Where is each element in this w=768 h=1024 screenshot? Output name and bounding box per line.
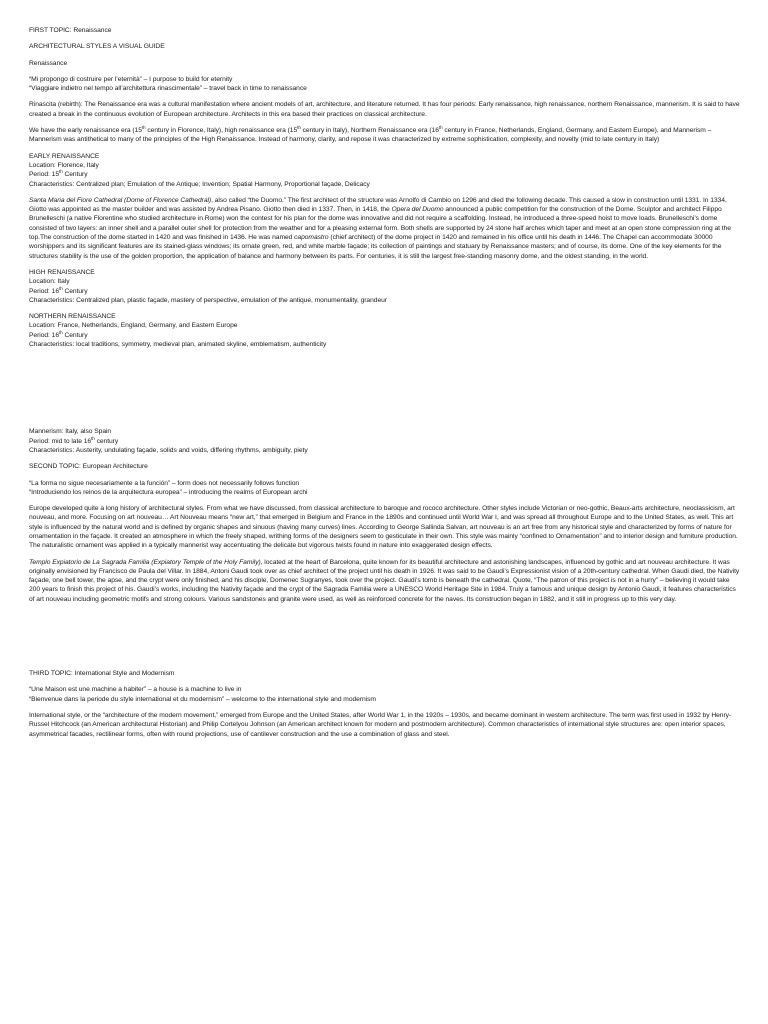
early-renaissance-title: EARLY RENAISSANCE [29, 152, 100, 160]
european-quotes [29, 479, 741, 498]
high-renaissance-title: HIGH RENAISSANCE [29, 268, 95, 276]
period-suffix: century [94, 437, 119, 445]
sagrada-familia-text: located at the heart of Barcelona, quite known for its beautiful architecture and astonishing landscapes, influenced by gothic and art nouveau architecture. It was originally envisioned by Francisco de Paula del Villar. In 1884, Antoni Gaudi took over as chief architect of the project until his death in 1926. It was said to be Gaudi’s Expressionist vision of a 20th-century cathedral. When Gaudi died, the Nativity façade, one bell tower, the apse, and the crypt were only finished, and his disciple, Domenec Sugranyes, took over the project. Gaudi’s tomb is beneath the cathedral. Quote, “The patron of this project is not in a hurry” – believing it would take 200 years to finish this project of his. Gaudi’s works, including the Nativity façade and the crypt of the Sagrada Familia were a UNESCO World Heritage Site in 1984. Truly a famous and unique design by Antonio Gaudi, it features characteristics of art nouveau including geometric motifs and strong colours. Various sandstones and granite were used, as well as reinforced concrete for the naves. Its construction began in 1882, and it still in progress up to this very day. [29, 558, 740, 603]
periods-text-b: century in Florence, Italy), high renaissance era (15 [145, 127, 298, 135]
topic1-heading: FIRST TOPIC: Renaissance [29, 27, 112, 34]
northern-renaissance-period [29, 331, 741, 340]
early-renaissance-location: Location: Florence, Italy [29, 161, 99, 169]
northern-renaissance-section [29, 312, 741, 349]
quote-realms: “Introduciendo los reinos de la arquitectura europea” – introducing the realms of European archi [29, 488, 308, 496]
mannerism-period [29, 437, 741, 446]
period-label: Period: 16 [29, 287, 59, 295]
northern-renaissance-title: NORTHERN RENAISSANCE [29, 313, 116, 321]
periods-text-d: century in France, Netherlands, England, Germany, and Eastern Europe), and Mannerism – Mannerism was antithetical to many of the principles of the High Renaissance. Instead of harmony, clarity, and repose it was characterized by extreme sophistication, complexity, and novelty (mid to late century in Italy) [29, 127, 712, 144]
guide-title: ARCHITECTURAL STYLES A VISUAL GUIDE [29, 43, 165, 51]
mannerism-section [29, 427, 741, 455]
sup-th: th [297, 125, 301, 131]
quote-eternity: “Mi propongo di costruire per l’eternità” – I purpose to build for eternity [29, 75, 233, 83]
mannerism-location: Mannerism: Italy, also Spain [29, 428, 112, 436]
renaissance-periods [29, 126, 741, 145]
sagrada-familia-paragraph [29, 558, 741, 604]
blank-space [29, 349, 741, 427]
high-renaissance-period [29, 287, 741, 296]
international-style-paragraph: International style, or the “architecture of the modern movement,” emerged from Europe and the United States, after World War 1, in the 1920s – 1930s, and became dominant in western architecture. The term was first used in 1932 by Henry-Russel Hitchcock (an American architectural Historian) and Philip Cortelyou Johnson (an American architect known for modern and postmodern architecture). Common characteristics of international style structures are: open interior spaces, asymmetrical facades, rectilinear forms, often with round projections, use of cantilever construction and the use a combination of glass and steel. [29, 711, 732, 738]
period-suffix: Century [62, 171, 88, 179]
period-label: Period: 15 [29, 171, 59, 179]
quote-welcome: “Bienvenue dans la periode du style international et du modernism” – welcome to the international style and modernism [29, 695, 376, 703]
periods-text-a: We have the early renaissance era (15 [29, 127, 142, 135]
mannerism-characteristics: Characteristics: Austerity, undulating façade, solids and voids, differing rhythms, ambiguity, piety [29, 446, 308, 454]
period-suffix: Century [62, 287, 88, 295]
duomo-text-a: , also called “the Duomo.” The first architect of the structure was Arnolfo di Cambio on 1296 and died the following decade. This caused a slow in construction until 1331. In 1334, Giotto was appointed as the master builder and was assisted by Andrea Pisano. Giotto then died in 1337. Then, in 1418, the [29, 196, 727, 214]
quote-machine-to-live: “Une Maison est une machine a habiter” – a house is a machine to live in [29, 686, 242, 694]
topic3-heading: THIRD TOPIC: International Style and Modernism [29, 670, 175, 678]
high-renaissance-characteristics: Characteristics: Centralized plan, plastic façade, mastery of perspective, emulation of the antique, monumentality, grandeur [29, 296, 387, 304]
duomo-text-b: announced a public competition for the construction of the Dome. Sculptor and architect Filippo Brunelleschi (a native Florentine who studied architecture in Rome) won the contest for his plan for the dome was innovative and did not require a scaffolding. Instead, he introduced a three-speed hoist to move loads. Brunelleschi’s dome consisted of two layers: an inner shell and a parallel outer shell for protection from the weather and for a pleasing external form. Both shells are supported by 24 stone half arches which taper and meet at an open stone compression ring at the top.The construction of the dome started in 1420 and was finished in 1436. He was named [29, 206, 731, 242]
sup-th: th [59, 169, 63, 175]
sup-th: th [91, 435, 95, 441]
period-suffix: Century [62, 331, 88, 339]
early-renaissance-characteristics: Characteristics: Centralized plan; Emulation of the Antique; Invention; Spatial Harmony, Proportional façade, Delicacy [29, 180, 370, 188]
early-renaissance-section [29, 152, 741, 189]
sup-th: th [59, 285, 63, 291]
duomo-text-c: (chief architect) of the dome project in 1420 and remained in his office until his death in 1446. The Chapel can accommodate 30000 worshippers and its significant features are its stained-glass windows; its ornate green, red, and white marble façade; its collection of paintings and statuary by Renaissance masters; and of course, its dome. One of the key elements for the structures stability is the use of the golden proportion, the application of balance and harmony between its parts. For centuries, it is still the largest free-standing masonry dome, and the oldest standing, in the world. [29, 234, 722, 260]
renaissance-intro: Rinascita (rebirth): The Renaissance era was a cultural manifestation where ancient models of art, architecture, and literature returned. It has four periods: Early renaissance, high renaissance, northern Renaissance, mannerism. It is said to have created a break in the continuous evolution of European architecture. Architects in this era based their practices on classical architecture. [29, 101, 740, 118]
document-page [29, 26, 741, 746]
opera-del-duomo: Opera del Duomo [391, 206, 444, 214]
topic2-heading: SECOND TOPIC: European Architecture [29, 463, 148, 471]
sup-th: th [59, 329, 63, 335]
modernism-quotes [29, 685, 741, 704]
period-label: Period: mid to late 16 [29, 437, 92, 445]
period-label: Period: 16 [29, 331, 59, 339]
renaissance-quotes [29, 75, 741, 94]
northern-renaissance-characteristics: Characteristics: local traditions, symmetry, medieval plan, animated skyline, emblematism, authenticity [29, 341, 327, 349]
high-renaissance-location: Location: Italy [29, 278, 70, 286]
northern-renaissance-location: Location: France, Netherlands, England, Germany, and Eastern Europe [29, 322, 238, 330]
renaissance-subheading: Renaissance [29, 59, 68, 67]
art-nouveau-paragraph: Europe developed quite a long history of architectural styles. From what we have discussed, from classical architecture to baroque and rococo architecture. Other styles include Victorian or neo-gothic, Beaux-arts architecture, neoclassicism, art nouveau, and more. Focusing on art nouveau… Art Nouveau means “new art,” that emerged in Belgium and France in the 1890s and continued until World War I, and was spread all throughout Europe and to the United States, as well. This art style is influenced by the natural world and is defined by organic shapes and sinuous (having many curves) lines. According to George Sallinda Salvan, art nouveau is an art free from any historical style and characterized by forms of nature for ornamentation in the façade. It created an atmosphere in which the freely shaped, writhing forms of the designers seem to gesticulate in their own. This style was mainly “confined to Ornamentation” and to interior design and furniture production. The naturalistic ornament was applied in a typically mannerist way accentuating the delicate but vigorous twists found in nature into exaggerated design effects. [29, 505, 738, 550]
duomo-title: Santa Maria del Fiore Cathedral (Dome of Florence Cathedral) [29, 196, 212, 204]
quote-travel-back: “Viaggiare indietro nel tempo all’architettura rinascimentale” – travel back in time to renaissance [29, 85, 307, 93]
quote-form-function: “La forma no sigue necesariamente a la función” – form does not necessarily follows function [29, 479, 300, 487]
duomo-paragraph [29, 196, 741, 261]
sagrada-familia-title: Templo Expiatorio de La Sagrada Familia (Expiatory Temple of the Holy Family), [29, 558, 263, 566]
sup-th: th [141, 125, 146, 131]
capomastro: capomastro [294, 234, 329, 242]
sup-th: th [438, 125, 443, 131]
high-renaissance-section [29, 268, 741, 305]
early-renaissance-period [29, 170, 741, 179]
periods-text-c: century in Italy), Northern Renaissance era (16 [300, 127, 439, 135]
blank-space [29, 611, 741, 669]
